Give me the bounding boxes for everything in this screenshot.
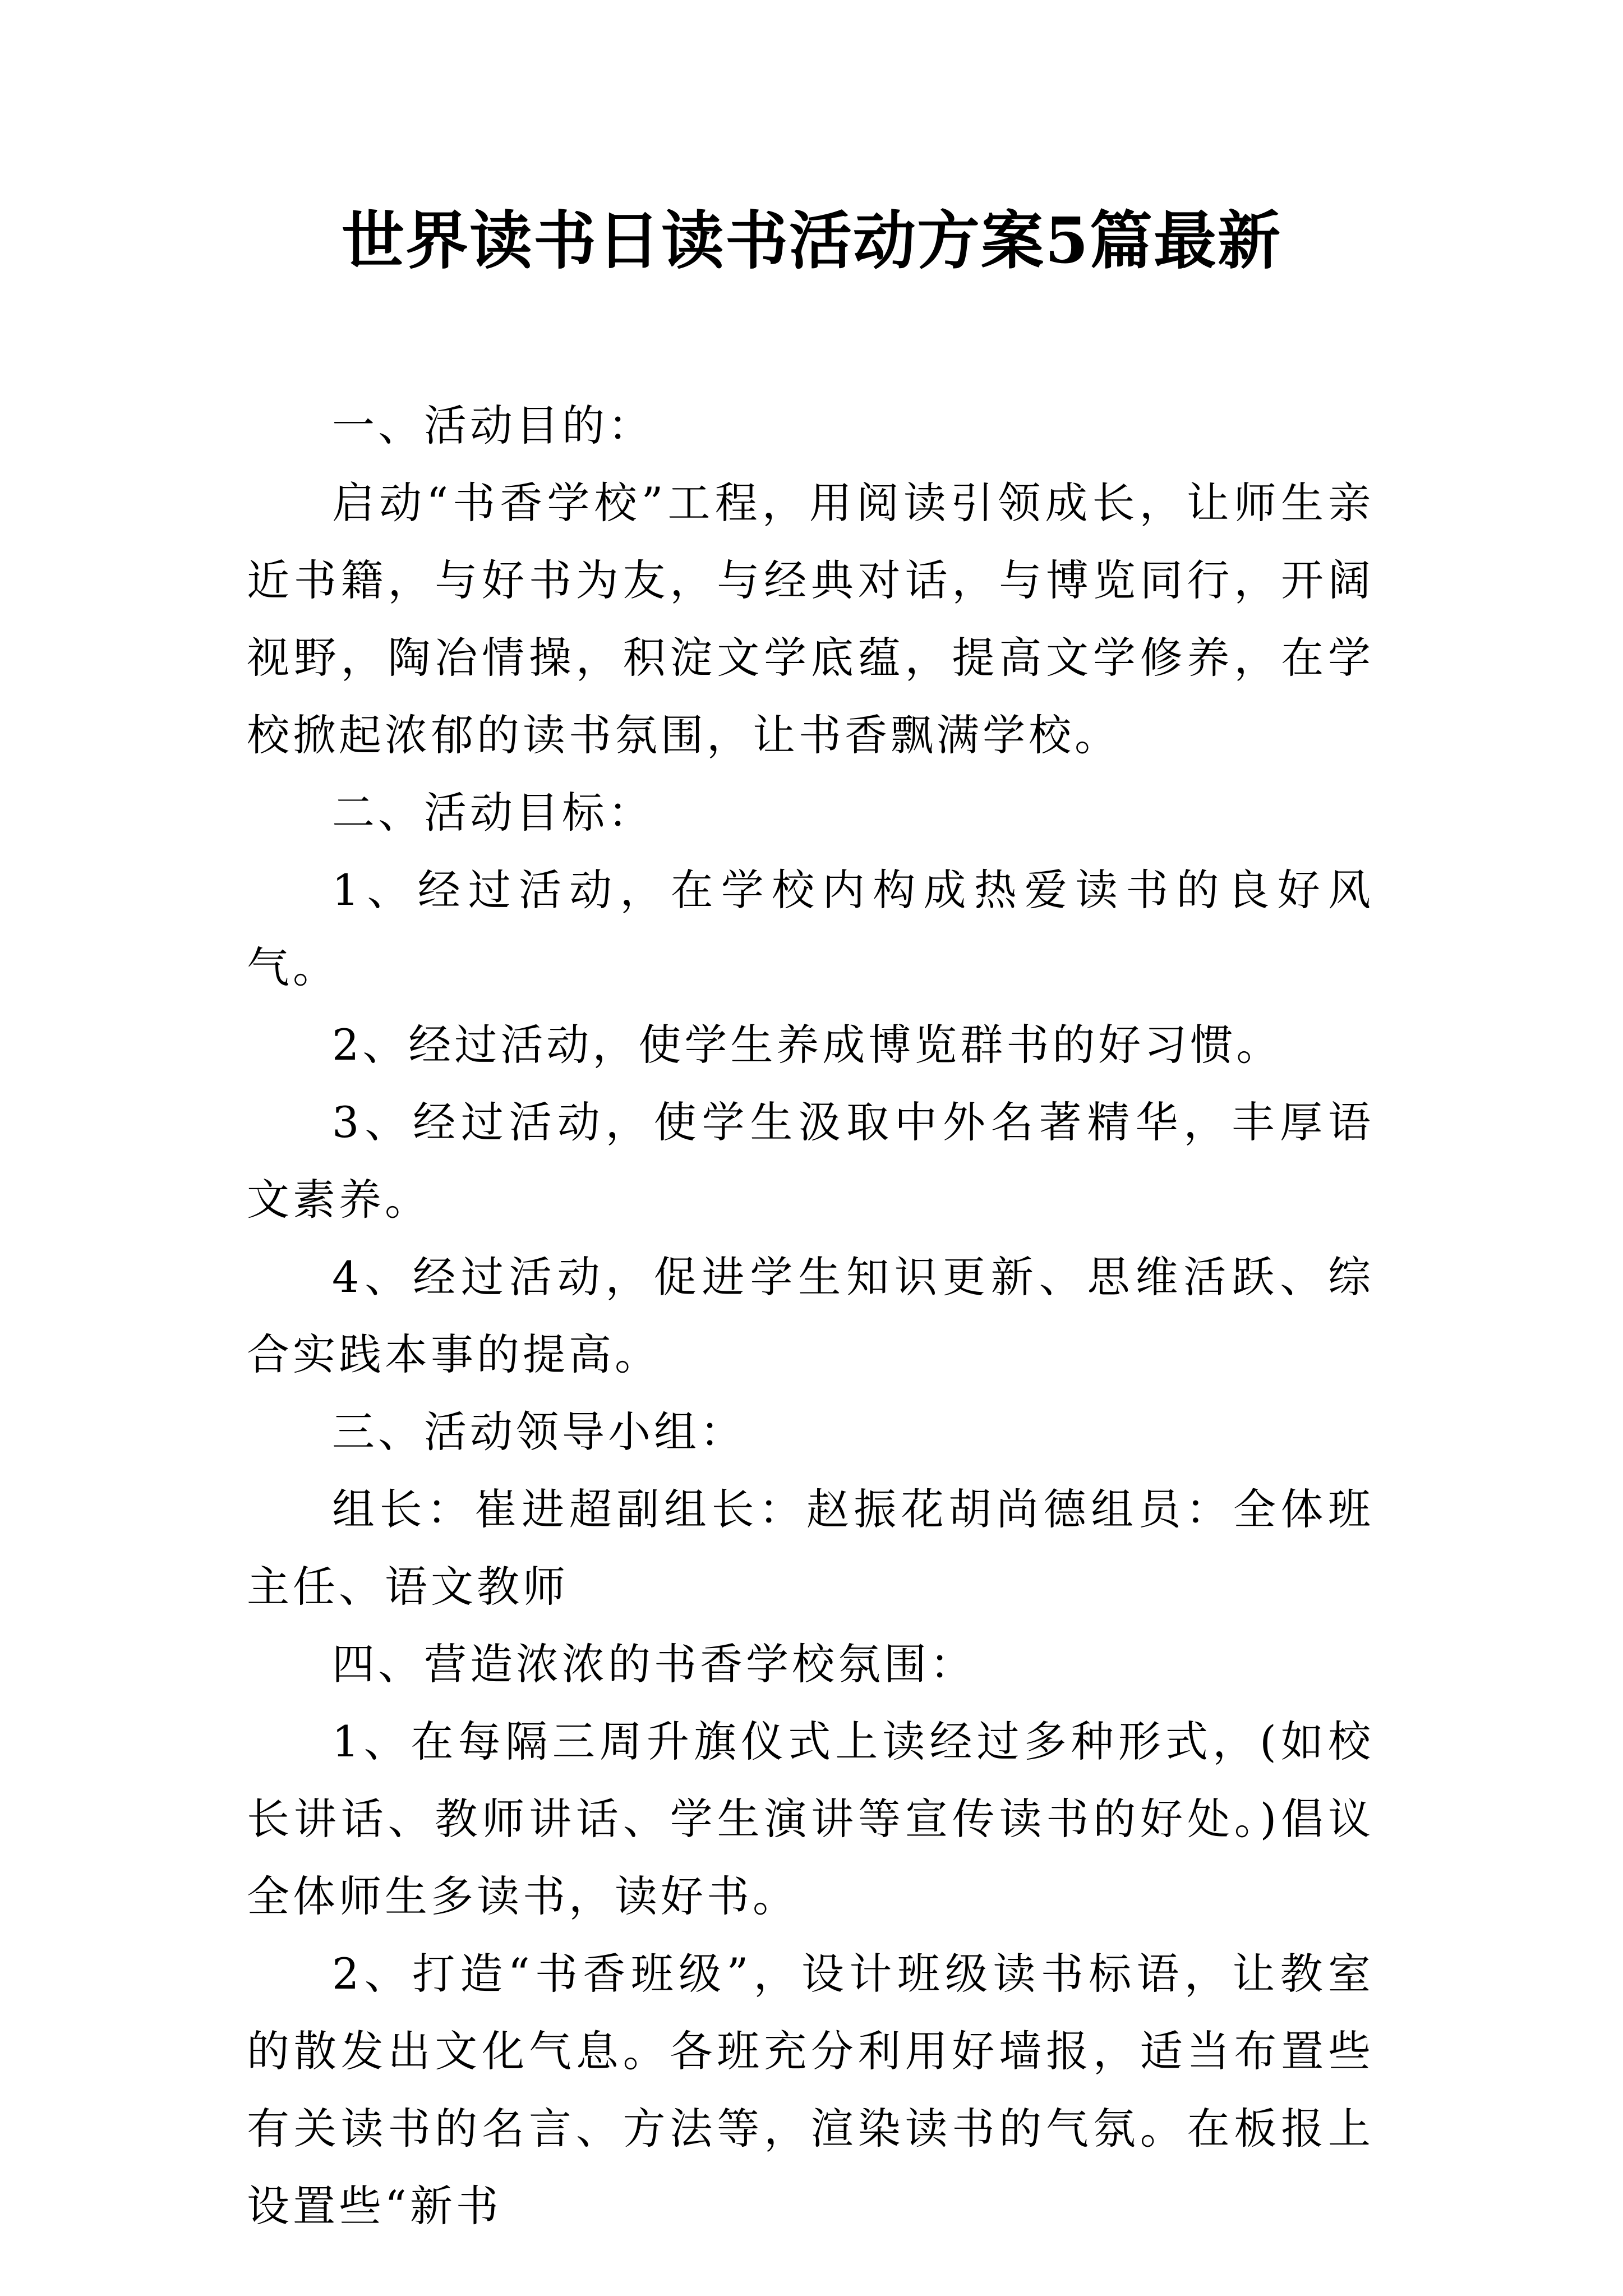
- section-heading: 四、营造浓浓的书香学校氛围：: [332, 1639, 976, 1689]
- section-heading: 二、活动目标：: [332, 788, 654, 838]
- list-item: 1、在每隔三周升旗仪式上读经过多种形式，(如校长讲话、教师讲话、学生演讲等宣传读书的好处。)倡议全体师生多读书，读好书。: [247, 1717, 1374, 1921]
- document-title: 世界读书日读书活动方案5篇最新: [342, 204, 1281, 278]
- list-item: 4、经过活动，促进学生知识更新、思维活跃、综合实践本事的提高。: [247, 1252, 1374, 1379]
- list-item: 2、打造“书香班级”，设计班级读书标语，让教室的散发出文化气息。各班充分利用好墙报，适当布置些有关读书的名言、方法等，渲染读书的气氛。在板报上设置些“新书: [247, 1949, 1374, 2231]
- section-heading: 三、活动领导小组：: [332, 1407, 746, 1457]
- document-body: [247, 387, 1374, 2245]
- section-heading: 一、活动目的：: [332, 401, 654, 450]
- paragraph: 启动“书香学校”工程，用阅读引领成长，让师生亲近书籍，与好书为友，与经典对话，与博览同行，开阔视野，陶冶情操，积淀文学底蕴，提高文学修养，在学校掀起浓郁的读书氛围，让书香飘满学校。: [247, 478, 1374, 760]
- list-item: 2、经过活动，使学生养成博览群书的好习惯。: [332, 1020, 1283, 1070]
- list-item: 3、经过活动，使学生汲取中外名著精华，丰厚语文素养。: [247, 1097, 1374, 1225]
- paragraph: 组长：崔进超副组长：赵振花胡尚德组员：全体班主任、语文教师: [247, 1484, 1374, 1612]
- list-item: 1、经过活动，在学校内构成热爱读书的良好风气。: [247, 865, 1374, 992]
